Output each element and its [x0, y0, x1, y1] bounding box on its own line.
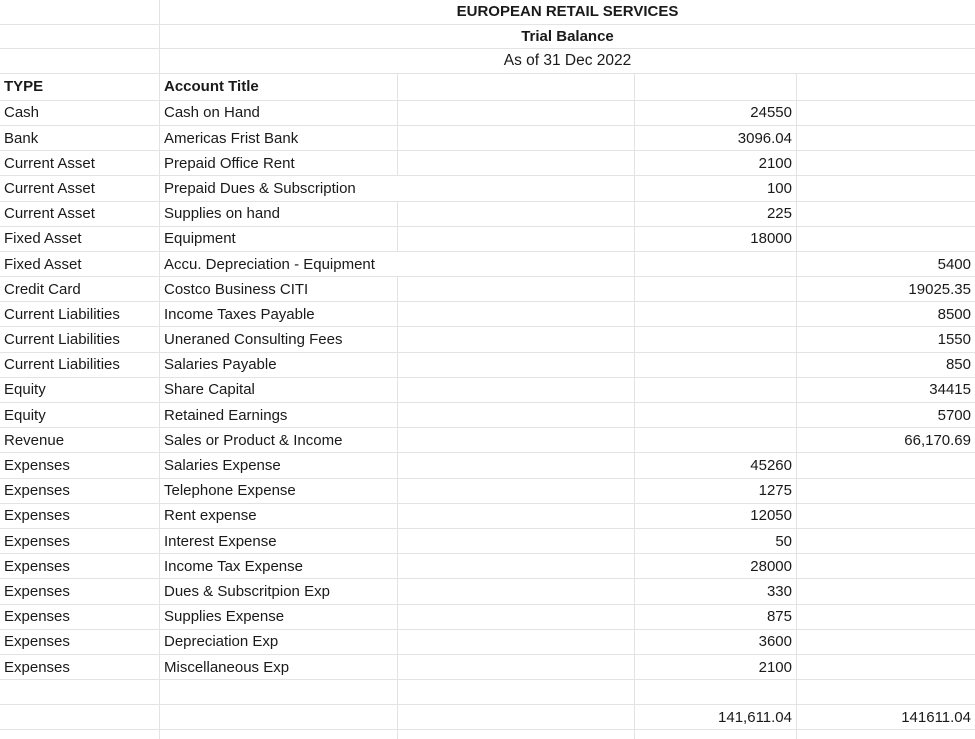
cell-debit[interactable]: 2100 [635, 151, 797, 175]
cell-type[interactable]: Equity [0, 403, 160, 427]
cell-blank[interactable] [398, 176, 635, 200]
cell-blank[interactable] [398, 529, 635, 553]
cell-blank[interactable] [398, 605, 635, 629]
cell-debit[interactable]: 2100 [635, 655, 797, 679]
cell-blank[interactable] [0, 25, 160, 49]
cell-type[interactable]: Expenses [0, 554, 160, 578]
cell-account-title[interactable]: Interest Expense [160, 529, 398, 553]
cell-credit[interactable] [797, 630, 975, 654]
cell-credit[interactable] [797, 151, 975, 175]
cell-type[interactable]: Credit Card [0, 277, 160, 301]
cell-debit[interactable] [635, 353, 797, 377]
cell-debit[interactable] [635, 403, 797, 427]
cell-blank[interactable] [398, 252, 635, 276]
cell-blank[interactable] [0, 49, 160, 73]
cell-account-title[interactable]: Supplies on hand [160, 202, 398, 226]
cell-account-title[interactable]: Salaries Expense [160, 453, 398, 477]
cell-blank[interactable] [0, 680, 160, 704]
table-row [0, 327, 975, 352]
cell-account-title[interactable]: Cash on Hand [160, 101, 398, 125]
cell-blank[interactable] [398, 705, 635, 729]
cell-debit[interactable]: 12050 [635, 504, 797, 528]
cell-credit[interactable] [797, 529, 975, 553]
cell-blank[interactable] [398, 504, 635, 528]
cell-account-title[interactable]: Sales or Product & Income [160, 428, 398, 452]
cell-type[interactable]: Expenses [0, 655, 160, 679]
table-row [0, 126, 975, 151]
cell-type[interactable]: Current Asset [0, 151, 160, 175]
cell-blank[interactable] [0, 730, 160, 738]
cell-account-title[interactable]: Americas Frist Bank [160, 126, 398, 150]
cell-account-title[interactable]: Supplies Expense [160, 605, 398, 629]
cell-debit[interactable]: 28000 [635, 554, 797, 578]
cell-blank[interactable] [398, 277, 635, 301]
cell-credit[interactable] [797, 504, 975, 528]
cell-debit[interactable] [635, 302, 797, 326]
cell-blank[interactable] [398, 227, 635, 251]
totals-row [0, 705, 975, 730]
cell-blank[interactable] [398, 630, 635, 654]
table-row [0, 554, 975, 579]
cell-type[interactable]: Fixed Asset [0, 227, 160, 251]
cell-type[interactable]: Cash [0, 101, 160, 125]
column-header-row [0, 74, 975, 101]
table-row [0, 302, 975, 327]
cell-blank[interactable] [398, 101, 635, 125]
cell-account-title[interactable]: Income Taxes Payable [160, 302, 398, 326]
debit-column-header[interactable] [635, 74, 797, 100]
cell-debit[interactable]: 45260 [635, 453, 797, 477]
cell-debit[interactable]: 875 [635, 605, 797, 629]
cell-blank[interactable] [635, 730, 797, 738]
table-row [0, 378, 975, 403]
table-row [0, 101, 975, 126]
table-row [0, 202, 975, 227]
cell-blank[interactable] [398, 554, 635, 578]
cell-credit[interactable]: 5700 [937, 406, 971, 424]
cell-credit[interactable] [797, 176, 975, 200]
cell-debit[interactable] [635, 378, 797, 402]
cell-debit[interactable]: 50 [635, 529, 797, 553]
cell-credit[interactable] [797, 202, 975, 226]
type-column-header[interactable]: TYPE [0, 74, 160, 100]
table-row [0, 227, 975, 252]
cell-credit[interactable]: 8500 [937, 305, 971, 323]
cell-blank[interactable] [398, 655, 635, 679]
cell-debit[interactable] [635, 277, 797, 301]
cell-blank[interactable] [160, 730, 398, 738]
cell-type[interactable]: Bank [0, 126, 160, 150]
report-title-cell[interactable]: Trial Balance [521, 27, 614, 45]
cell-credit[interactable]: 34415 [929, 381, 971, 399]
cell-debit[interactable] [635, 428, 797, 452]
company-title-cell[interactable]: EUROPEAN RETAIL SERVICES [456, 3, 679, 21]
cell-type[interactable]: Expenses [0, 529, 160, 553]
cell-type[interactable]: Expenses [0, 504, 160, 528]
empty-row [0, 680, 975, 705]
cell-blank[interactable] [398, 479, 635, 503]
table-row [0, 479, 975, 504]
cell-blank[interactable] [398, 202, 635, 226]
cell-debit[interactable]: 100 [635, 176, 797, 200]
cell-account-title[interactable]: Depreciation Exp [160, 630, 398, 654]
cell-type[interactable]: Expenses [0, 630, 160, 654]
table-row [0, 176, 975, 201]
cell-blank[interactable] [398, 730, 635, 738]
table-row [0, 605, 975, 630]
cell-account-title[interactable]: Rent expense [160, 504, 398, 528]
cell-type[interactable]: Expenses [0, 579, 160, 603]
table-row [0, 277, 975, 302]
cell-credit[interactable] [797, 479, 975, 503]
cell-account-title[interactable]: Share Capital [160, 378, 398, 402]
subtitle-row [0, 25, 975, 50]
table-row [0, 655, 975, 680]
cell-type[interactable]: Current Asset [0, 202, 160, 226]
cell-debit[interactable]: 1275 [635, 479, 797, 503]
cell-blank[interactable] [398, 151, 635, 175]
cell-credit[interactable] [797, 554, 975, 578]
cell-type[interactable]: Expenses [0, 479, 160, 503]
cell-blank[interactable] [398, 302, 635, 326]
account-title-column-header[interactable]: Account Title [160, 74, 398, 100]
cell-blank[interactable] [398, 327, 635, 351]
cell-credit[interactable]: 19025.35 [908, 280, 971, 298]
cell-credit[interactable] [797, 605, 975, 629]
cell-type[interactable]: Current Liabilities [0, 353, 160, 377]
cell-blank[interactable] [797, 730, 975, 738]
cell-credit[interactable] [797, 227, 975, 251]
cell-credit[interactable] [797, 101, 975, 125]
cell-debit[interactable]: 330 [635, 579, 797, 603]
cell-credit[interactable]: 850 [945, 356, 971, 374]
title-row [0, 0, 975, 25]
cell-debit[interactable]: 3600 [635, 630, 797, 654]
cell-debit[interactable]: 18000 [635, 227, 797, 251]
cell-debit[interactable] [635, 252, 797, 276]
cell-credit[interactable]: 66,170.69 [904, 431, 971, 449]
cell-type[interactable]: Revenue [0, 428, 160, 452]
cell-credit[interactable] [797, 579, 975, 603]
table-row [0, 353, 975, 378]
cell-blank[interactable] [398, 680, 635, 704]
cell-credit[interactable]: 5400 [937, 255, 971, 273]
cell-account-title[interactable]: Uneraned Consulting Fees [160, 327, 398, 351]
cell-account-title[interactable]: Telephone Expense [160, 479, 398, 503]
cell-account-title[interactable]: Miscellaneous Exp [160, 655, 398, 679]
cell-blank[interactable] [635, 680, 797, 704]
total-credit-cell[interactable]: 141611.04 [901, 708, 971, 726]
table-row [0, 252, 975, 277]
account-rows [0, 101, 975, 680]
cell-type[interactable]: Fixed Asset [0, 252, 160, 276]
total-debit-cell[interactable]: 141,611.04 [635, 705, 797, 729]
table-row [0, 428, 975, 453]
cell-account-title[interactable]: Income Tax Expense [160, 554, 398, 578]
cell-account-title[interactable]: Costco Business CITI [160, 277, 398, 301]
cell-blank[interactable] [398, 579, 635, 603]
cell-blank[interactable] [398, 74, 635, 100]
table-row [0, 529, 975, 554]
cell-credit[interactable]: 1550 [937, 331, 971, 349]
cell-blank[interactable] [160, 680, 398, 704]
cell-type[interactable]: Current Liabilities [0, 302, 160, 326]
table-row [0, 579, 975, 604]
cell-blank[interactable] [398, 126, 635, 150]
cell-blank[interactable] [0, 705, 160, 729]
cell-type[interactable]: Expenses [0, 453, 160, 477]
cell-debit[interactable]: 225 [635, 202, 797, 226]
cell-credit[interactable] [797, 453, 975, 477]
cell-account-title[interactable]: Accu. Depreciation - Equipment [164, 255, 375, 273]
cell-type[interactable]: Current Asset [0, 176, 160, 200]
cell-type[interactable]: Current Liabilities [0, 327, 160, 351]
cell-blank[interactable] [398, 378, 635, 402]
cell-type[interactable]: Expenses [0, 605, 160, 629]
cell-credit[interactable] [797, 126, 975, 150]
partial-row [0, 730, 975, 738]
table-row [0, 403, 975, 428]
cell-blank[interactable] [398, 428, 635, 452]
cell-debit[interactable]: 3096.04 [635, 126, 797, 150]
date-row [0, 49, 975, 74]
cell-debit[interactable]: 24550 [635, 101, 797, 125]
cell-blank[interactable] [398, 403, 635, 427]
cell-account-title[interactable]: Salaries Payable [160, 353, 398, 377]
cell-account-title[interactable]: Prepaid Dues & Subscription [164, 179, 356, 197]
cell-account-title[interactable]: Retained Earnings [160, 403, 398, 427]
credit-column-header[interactable] [797, 74, 975, 100]
as-of-date-cell[interactable]: As of 31 Dec 2022 [503, 51, 632, 69]
cell-blank[interactable] [797, 680, 975, 704]
cell-debit[interactable] [635, 327, 797, 351]
cell-credit[interactable] [797, 655, 975, 679]
table-row [0, 453, 975, 478]
table-row [0, 504, 975, 529]
cell-blank[interactable] [398, 453, 635, 477]
cell-blank[interactable] [398, 353, 635, 377]
cell-blank[interactable] [0, 0, 160, 24]
cell-account-title[interactable]: Dues & Subscritpion Exp [160, 579, 398, 603]
table-row [0, 151, 975, 176]
table-row [0, 630, 975, 655]
cell-type[interactable]: Equity [0, 378, 160, 402]
cell-account-title[interactable]: Prepaid Office Rent [160, 151, 398, 175]
cell-blank[interactable] [160, 705, 398, 729]
cell-account-title[interactable]: Equipment [160, 227, 398, 251]
